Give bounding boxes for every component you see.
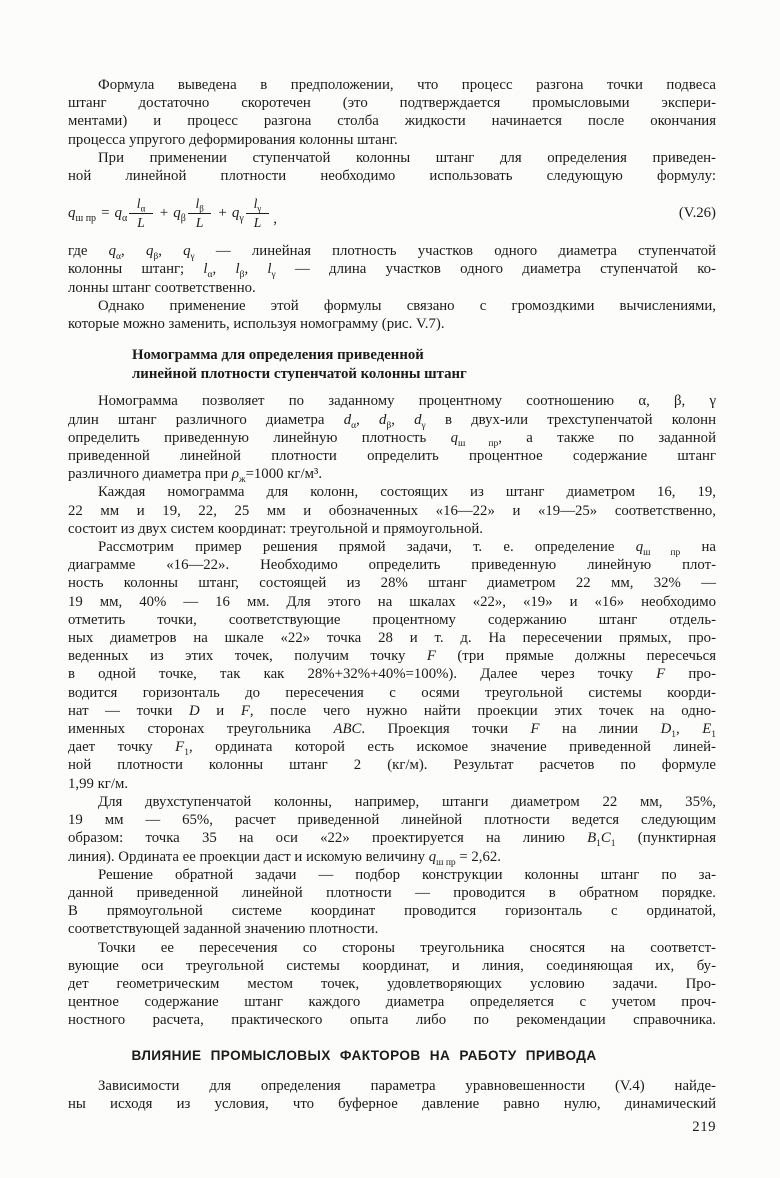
numerator-subscript: β <box>199 203 204 214</box>
text-line: В прямоугольной системе координат проводится горизонталь с ординатой, <box>68 903 716 920</box>
math-variable <box>173 204 186 224</box>
math-subscript: γ <box>190 252 195 263</box>
text-line: ны исходя из условия, что буферное давление равно нулю, динамический <box>68 1095 716 1112</box>
math-subscript: β <box>239 270 245 281</box>
math-variable: l <box>267 261 272 278</box>
math-variable: d <box>343 411 352 428</box>
math-subscript: ш пр <box>643 548 681 558</box>
fraction <box>188 196 212 230</box>
equation-body <box>68 196 282 230</box>
paragraph <box>68 392 716 486</box>
text-line: различного диаметра при $\rho_ж=1000$ кг/м³. <box>68 466 323 486</box>
text-line: процесса упругого деформирования колонны штанг. <box>68 131 398 148</box>
text-line: в одной точке, так как 28%+32%+40%=100%). Далее через точку F про- <box>68 666 716 683</box>
text-line: которые можно заменить, используя номограмму (рис. V.7). <box>68 316 445 333</box>
paragraph <box>68 866 716 939</box>
math-variable <box>68 204 97 224</box>
text-line: ной линейной плотности необходимо использовать следующую формулу: <box>68 168 716 185</box>
fraction-denominator <box>188 213 212 231</box>
fraction-numerator <box>192 196 206 213</box>
text-line: 19 мм, 40% — 16 мм. Для этого на шкалах «22», «19» и «16» необходимо <box>68 593 716 610</box>
text-line: Точки ее пересечения со стороны треугольника сносятся на соответст- <box>98 939 716 956</box>
paragraph <box>68 297 716 333</box>
math-subscript: α <box>351 420 357 431</box>
text-line: дет геометрическим местом точек, удовлетворяющих условию задачи. Про- <box>68 975 716 992</box>
math-subscript: ш пр <box>458 438 499 449</box>
text-line: дает точку $F_1$, ордината которой есть искомое значение приведенной линей- <box>68 739 716 759</box>
math-variable: F <box>656 666 666 683</box>
text-line: определить приведенную линейную плотность $q_{ш пр}$, а также по заданной <box>68 429 716 449</box>
text-line: ность колонны штанг, состоящей из 28% штанг диаметром 22 мм, 32% — <box>68 575 716 592</box>
math-variable: F <box>426 648 436 665</box>
comma: , <box>273 210 278 227</box>
fraction <box>129 196 153 230</box>
variable-subscript: β <box>180 212 186 224</box>
fraction-denominator <box>129 213 153 231</box>
text-line: 1,99 кг/м. <box>68 775 129 792</box>
text-line: водится горизонталь до пересечения с осями треугольной системы коорди- <box>68 684 716 701</box>
math-variable: q <box>450 429 459 446</box>
math-variable <box>114 204 128 224</box>
math-variable: F <box>240 702 250 719</box>
math-variable: q <box>635 539 644 556</box>
denominator-base: L <box>195 214 204 230</box>
math-variable: l <box>235 261 240 278</box>
numerator-base: l <box>253 196 258 212</box>
text-line: Решение обратной задачи — подбор конструкции колонны штанг по за- <box>98 866 716 883</box>
text-line: нат — точки D и F, после чего нужно найти проекции этих точек на одно- <box>68 702 716 719</box>
math-subscript: 1 <box>671 730 676 741</box>
text-line: вующие оси треугольной системы координат, и линия, соединяющая их, бу- <box>68 957 716 974</box>
text-line: образом: точка 35 на оси «22» проектируется на линию $B_1C_1$ (пунктирная <box>68 830 716 850</box>
paragraph <box>68 538 716 793</box>
text-line: линия). Ордината ее проекции даст и искомую величину $q_{ш пр} = 2,62$. <box>68 848 501 868</box>
paragraph <box>68 793 716 866</box>
math-variable: E <box>702 721 712 738</box>
variable-base: q <box>68 204 76 221</box>
text-line: соответствующей заданной значению плотности. <box>68 921 379 938</box>
fraction-denominator <box>246 213 270 231</box>
text-line: ной плотности колонны штанг 2 (кг/м). Результат расчетов по формуле <box>68 757 716 774</box>
text-line: данной приведенной линейной плотности — проводится в обратном порядке. <box>68 884 716 901</box>
text-line: состоит из двух систем координат: треугольной и прямоугольной. <box>68 520 483 537</box>
variable-subscript: α <box>122 212 128 224</box>
fraction-numerator <box>134 196 148 213</box>
text-line: Для двухступенчатой колонны, например, штанги диаметром 22 мм, 35%, <box>98 793 716 810</box>
math-variable: C <box>600 830 611 847</box>
math-variable: F <box>175 739 185 756</box>
paragraph <box>68 242 716 297</box>
math-variable: q <box>183 243 191 260</box>
math-subscript: ш пр <box>436 857 456 868</box>
math-variable: D <box>660 721 672 738</box>
math-variable: ABC <box>333 721 362 738</box>
text-line: штанг достаточно скоротечен (это подтверждается промысловыми экспери- <box>68 95 716 112</box>
variable-subscript: ш пр <box>75 212 97 224</box>
text-line: При применении ступенчатой колонны штанг для определения приведен- <box>98 149 716 166</box>
text-line: отметить точки, соответствующие процентному содержанию штанг отдель- <box>68 611 716 628</box>
text-line: ных диаметров на шкале «22» точка 28 и т. д. На пересечении прямых, про- <box>68 630 716 647</box>
text-line: 19 мм — 65%, расчет приведенной линейной плотности ведется следующим <box>68 812 716 829</box>
text-line: длин штанг различного диаметра $d_\alpha$, $d_\beta$, $d_\gamma$ в двух-или трехступенчатой колонн <box>68 411 716 431</box>
paragraph <box>68 483 716 538</box>
math-subscript: ж <box>238 475 246 486</box>
numerator-subscript: γ <box>257 203 262 214</box>
text-line: ментами) и процесс разгона столба жидкости начинается после окончания <box>68 113 716 130</box>
text-line: именных сторонах треугольника ABC. Проекция точки F на линии $D_1$, $E_1$ <box>68 721 716 741</box>
variable-base: q <box>231 204 240 221</box>
math-variable: D <box>189 702 200 719</box>
variable-base: q <box>114 204 123 221</box>
text-line: Формула выведена в предположении, что процесс разгона точки подвеса <box>98 77 716 93</box>
equation-number: (V.26) <box>678 205 716 222</box>
text-line: приведенной линейной плотности определить процентное содержание штанг <box>68 448 716 465</box>
paragraph <box>68 76 716 149</box>
math-variable: q <box>428 848 437 865</box>
heading-line: линейной плотности ступенчатой колонны штанг <box>132 365 467 382</box>
denominator-base: L <box>137 214 145 230</box>
math-variable: d <box>378 411 387 428</box>
section-heading: ВЛИЯНИЕ ПРОМЫСЛОВЫХ ФАКТОРОВ НА РАБОТУ ПРИВОДА <box>131 1047 597 1063</box>
fraction <box>246 196 270 230</box>
numerator-base: l <box>136 196 141 212</box>
variable-subscript: γ <box>239 212 244 224</box>
text-line: диаграмме «16—22». Необходимо определить приведенную линейную плот- <box>68 557 716 574</box>
text-line: где $q_\alpha$, $q_\beta$, $q_\gamma$ — линейная плотность участков одного диаметра ступенчатой <box>68 243 716 263</box>
math-subscript: 1 <box>596 839 601 850</box>
heading-line: Номограмма для определения приведенной <box>132 347 424 364</box>
plus-sign: + <box>159 204 169 221</box>
text-line: лонны штанг соответственно. <box>68 279 256 296</box>
text-line: Номограмма позволяет по заданному процентному соотношению α, β, γ <box>98 393 716 410</box>
math-variable: d <box>414 411 422 428</box>
math-subscript: α <box>207 270 213 281</box>
text-line: центное содержание штанг каждого диаметра определяется с учетом проч- <box>68 994 716 1011</box>
numerator-subscript: α <box>140 203 146 214</box>
numerator-base: l <box>195 196 200 212</box>
math-subscript: β <box>153 252 159 263</box>
text-line: 22 мм и 19, 22, 25 мм и обозначенных «16—22» и «19—25» соответственно, <box>68 502 716 519</box>
math-subscript: 1 <box>711 730 716 741</box>
plus-sign: + <box>218 204 227 221</box>
variable-base: q <box>173 204 181 221</box>
fraction-numerator <box>251 196 265 213</box>
math-variable: l <box>203 261 208 278</box>
equals-sign: = <box>101 204 110 221</box>
math-variable: q <box>108 243 117 260</box>
text-line: Зависимости для определения параметра уравновешенности (V.4) найде- <box>98 1077 716 1094</box>
text-line: колонны штанг; $l_\alpha$, $l_\beta$, $l_\gamma$ — длина участков одного диаметра ступенчатой ко- <box>68 261 716 281</box>
text-line: Рассмотрим пример решения прямой задачи, т. е. определение $q_{ш пр}$ на <box>98 539 716 558</box>
paragraph <box>68 1077 716 1113</box>
math-variable: ρ <box>231 466 239 483</box>
denominator-base: L <box>253 214 262 230</box>
math-subscript: α <box>116 252 122 263</box>
math-variable <box>231 204 244 224</box>
text-line: Каждая номограмма для колонн, состоящих из штанг диаметром 16, 19, <box>98 484 716 501</box>
math-subscript: 1 <box>184 748 189 759</box>
paragraph <box>68 939 716 1030</box>
math-variable: q <box>145 243 154 260</box>
math-subscript: γ <box>421 420 426 431</box>
equation-v26 <box>68 192 716 234</box>
text-line: веденных из этих точек, получим точку F (три прямые должны пересечься <box>68 648 717 665</box>
subsection-heading <box>132 346 716 383</box>
text-line: ностного расчета, практического опыта либо по рекомендации справочника. <box>68 1012 716 1029</box>
math-subscript: β <box>386 420 392 431</box>
page-number: 219 <box>692 1118 716 1135</box>
math-variable: F <box>530 721 540 738</box>
math-variable: B <box>587 830 597 847</box>
math-subscript: 1 <box>610 839 616 850</box>
paragraph <box>68 149 716 185</box>
text-line: Однако применение этой формулы связано с громоздкими вычислениями, <box>98 297 716 314</box>
math-subscript: γ <box>271 270 276 281</box>
